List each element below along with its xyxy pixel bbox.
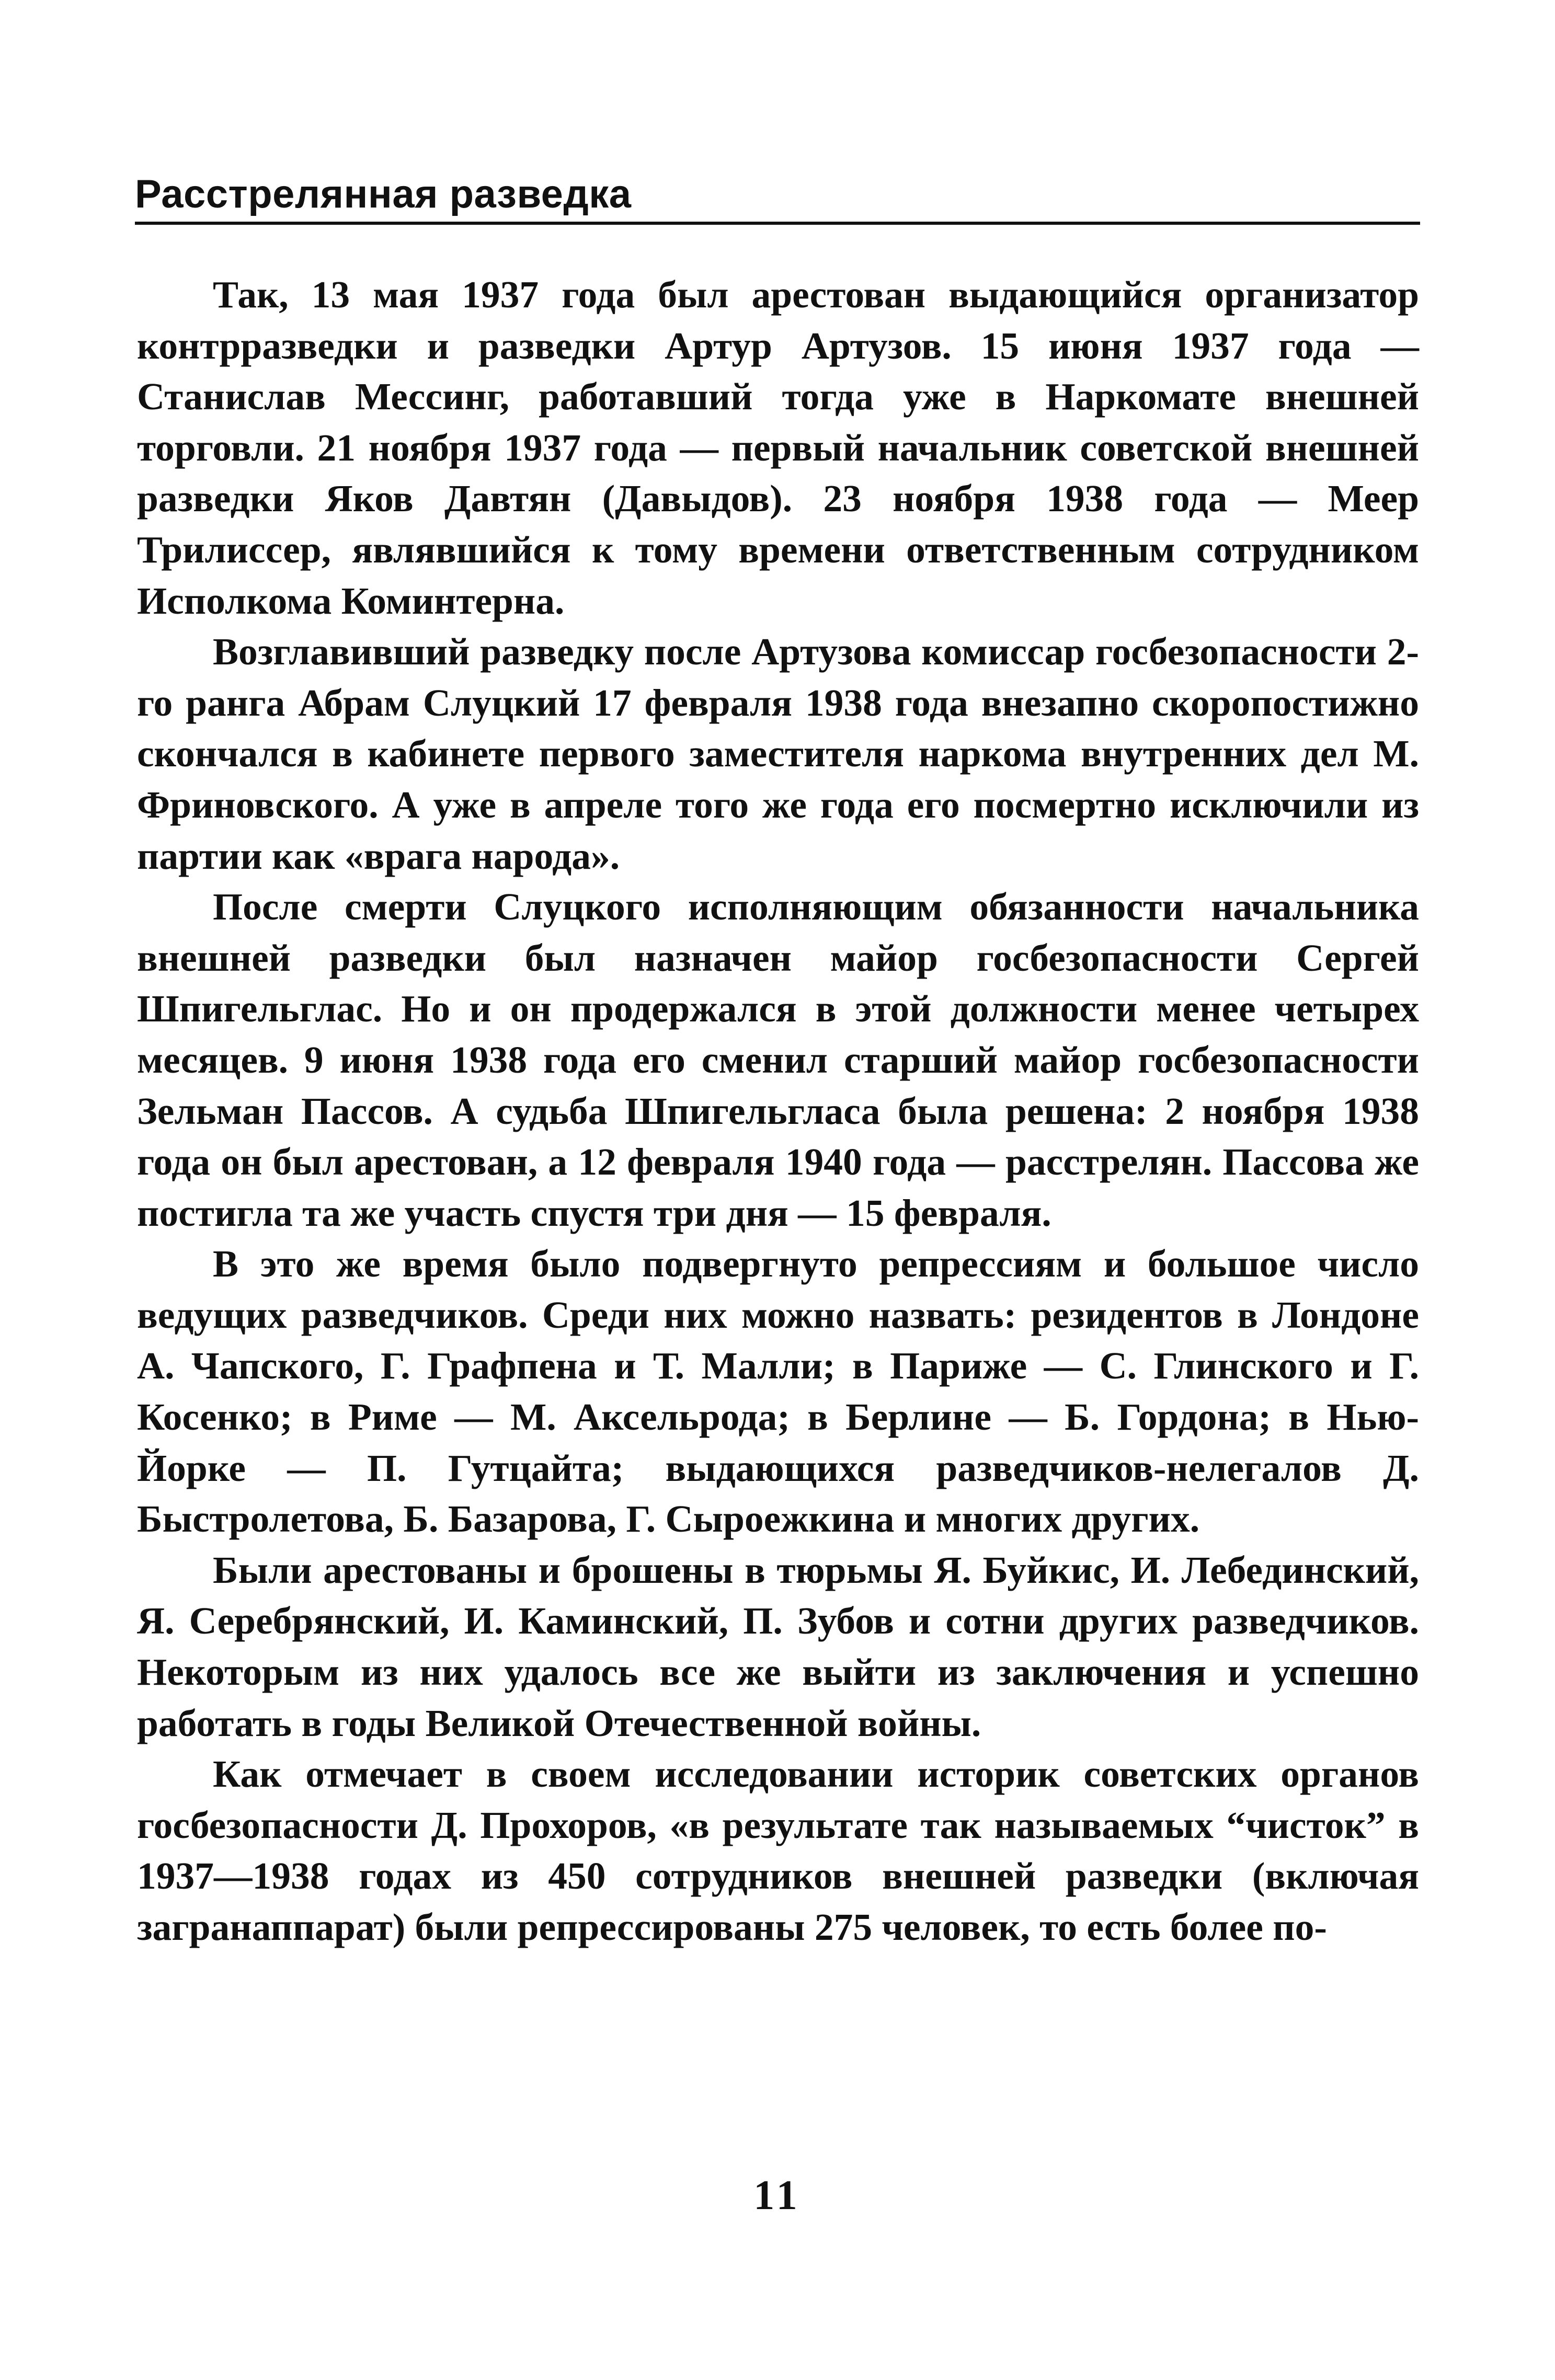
running-head-title: Расстрелянная разведка (135, 172, 632, 216)
running-head (135, 157, 1420, 225)
page-number: 11 (753, 2172, 802, 2218)
paragraph: Были арестованы и брошены в тюрьмы Я. Буйкис, И. Лебединский, Я. Серебрянский, И. Каминский, П. Зубов и сотни других разведчиков. Некоторым из них удалось все же выйти из заключения и успешно работать в годы Великой Отечественной войны. (137, 1548, 1419, 1744)
body-text (137, 269, 1419, 1953)
paragraph: В это же время было подвергнуто репрессиям и большое число ведущих разведчиков. Среди них можно назвать: резидентов в Лондоне А. Чапского, Г. Графпена и Т. Малли; в Париже — С. Глинского и Г. Косенко; в Риме — М. Аксельрода; в Берлине — Б. Гордона; в Нью-Йорке — П. Гутцайта; выдающихся разведчиков-нелегалов Д. Быстролетова, Б. Базарова, Г. Сыроежкина и многих других. (137, 1243, 1419, 1540)
paragraph: Как отмечает в своем исследовании историк советских органов госбезопасности Д. Прохоров, «в результате так называемых “чисток” в 1937—1938 годах из 450 сотрудников внешней разведки (включая загранаппарат) были репрессированы 275 человек, то есть более по- (137, 1753, 1419, 1948)
paragraph: После смерти Слуцкого исполняющим обязанности начальника внешней разведки был назначен майор госбезопасности Сергей Шпигельглас. Но и он продержался в этой должности менее четырех месяцев. 9 июня 1938 года его сменил старший майор госбезопасности Зельман Пассов. А судьба Шпигельгласа была решена: 2 ноября 1938 года он был арестован, а 12 февраля 1940 года — расстрелян. Пассова же постигла та же участь спустя три дня — 15 февраля. (137, 886, 1419, 1234)
paragraph: Так, 13 мая 1937 года был арестован выдающийся организатор контрразведки и разведки Артур Артузов. 15 июня 1937 года — Станислав Мессинг, работавший тогда уже в Наркомате внешней торговли. 21 ноября 1937 года — первый начальник советской внешней разведки Яков Давтян (Давыдов). 23 ноября 1938 года — Меер Трилиссер, являвшийся к тому времени ответственным сотрудником Исполкома Коминтерна. (137, 273, 1419, 622)
paragraph: Возглавивший разведку после Артузова комиссар госбезопасности 2-го ранга Абрам Слуцкий 17 февраля 1938 года внезапно скоропостижно скончался в кабинете первого заместителя наркома внутренних дел М. Фриновского. А уже в апреле того же года его посмертно исключили из партии как «врага народа». (137, 630, 1419, 877)
